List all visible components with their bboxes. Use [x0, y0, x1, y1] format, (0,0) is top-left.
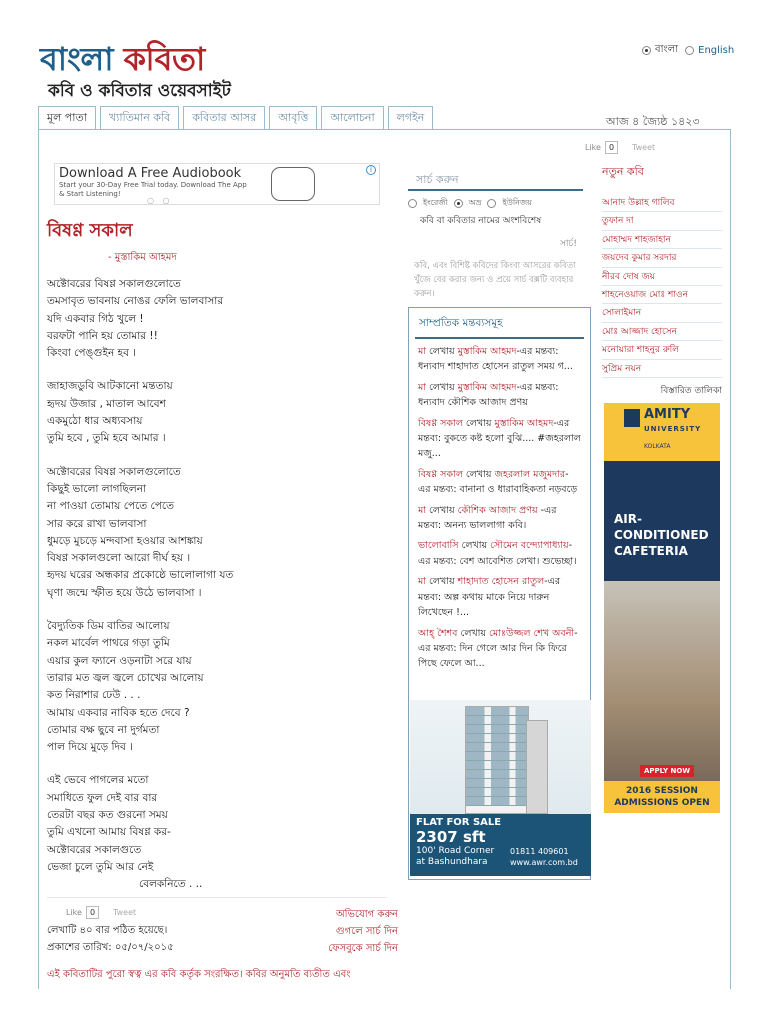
- facebook-search-link[interactable]: ফেসবুকে সার্চ দিন: [328, 943, 398, 954]
- flat-sale-headline: FLAT FOR SALE: [416, 817, 502, 828]
- report-link[interactable]: অভিযোগ করুন: [335, 909, 398, 920]
- comment-poem-link[interactable]: বিষণ্ণ সকাল: [418, 468, 463, 480]
- poem-line: বরফটা পানি হয় তোমার !!: [47, 329, 158, 342]
- site-title: [40, 40, 231, 78]
- comment-poem-link[interactable]: মা: [418, 576, 427, 588]
- tab-discussion[interactable]: আলোচনা: [321, 106, 383, 130]
- comment-connector: লেখায়: [458, 540, 491, 552]
- comment-item: [409, 569, 590, 620]
- poem-line: অক্টোবরের বিষণ্ণ সকালগুলোতে: [47, 278, 181, 290]
- new-poets-more-link[interactable]: বিস্তারিত তালিকা: [660, 385, 722, 396]
- amity-headline: AIR-CONDITIONED CAFETERIA: [614, 512, 709, 558]
- comment-connector: লেখায়: [426, 504, 458, 516]
- poem-body: [47, 276, 377, 910]
- new-poets-heading: নতুন কবি: [602, 165, 644, 178]
- poem-stanza: [47, 772, 377, 893]
- read-count: লেখাটি ৪০ বার পঠিত হয়েছে।: [47, 925, 168, 936]
- poem-line: বিষণ্ণ সকালগুলো আরো দীর্ঘ হয় ।: [47, 552, 191, 565]
- building-image: [465, 706, 529, 814]
- new-poet-link[interactable]: মোহাম্মদ শাহজাহান: [602, 231, 722, 249]
- comment-poem-link[interactable]: বিষণ্ণ সকাল: [418, 417, 463, 429]
- avro-keyboard-label[interactable]: অভ্র: [468, 198, 482, 207]
- ad-pager-dots[interactable]: ○ ○: [147, 196, 173, 205]
- comment-connector: লেখায়: [462, 417, 495, 429]
- comment-text: -এর মন্তব্য: বুকতে কষ্ট হলো বুঝি.... #জহরলাল মজু...: [418, 417, 581, 460]
- tab-famous-poets[interactable]: খ্যাতিমান কবি: [100, 106, 179, 130]
- language-switcher: [642, 42, 734, 59]
- audiobook-ad[interactable]: [54, 163, 380, 205]
- ad-title[interactable]: Download A Free Audiobook: [59, 166, 242, 181]
- search-panel: [408, 163, 591, 301]
- like-count: 0: [86, 906, 99, 919]
- comment-item: [409, 411, 590, 462]
- poem-line: অক্টোবরের সকালগুতে: [47, 843, 142, 856]
- poem-stanza: [47, 618, 377, 756]
- poem-title: বিষণ্ণ সকাল: [47, 220, 133, 241]
- poem-line: নকল মার্বেল পাথরে গড়া তুমি: [47, 637, 170, 650]
- unijoy-keyboard-label[interactable]: ইউনিজয়: [502, 198, 532, 207]
- comment-poem-link[interactable]: মা: [418, 504, 427, 516]
- new-poet-link[interactable]: আনাদ উল্লাহ গালিব: [602, 194, 722, 212]
- poem-line: ঘৃণা জন্মে স্ফীত হয়ে উঠে ভালবাসা ।: [47, 586, 202, 599]
- site-title-part1: বাংলা: [40, 40, 113, 78]
- flat-phone: 01811 409601: [510, 847, 569, 856]
- poem-line: যদি একবার গিঠ খুলে !: [47, 312, 144, 325]
- flat-contact: [510, 846, 578, 868]
- poem-line: বৈদ্যুতিক ডিম বাতির আলোয়: [47, 620, 170, 633]
- search-input[interactable]: সার্চ করুন: [408, 163, 583, 191]
- poem-author[interactable]: - মুস্তাকিম আহমদ: [108, 252, 177, 263]
- comment-user-link[interactable]: কৌশিক আজাদ প্রণয়: [457, 504, 538, 516]
- comment-connector: লেখায়: [426, 576, 458, 588]
- search-description: কবি, এবং বিশিষ্ট কবিদের কিংবা আসরের কবিতা খুঁজে বের করার জন্য ও প্রয়ে সার্চ বক্সটি ব্যবহার করুন।: [414, 261, 576, 299]
- english-keyboard-label[interactable]: ইংরেজী: [423, 198, 448, 207]
- poem-line: হৃদয় উজার , মাতাল আবেশ: [47, 397, 166, 410]
- new-poet-link[interactable]: মোঃ আজ্জাদ হোসেন: [602, 323, 722, 341]
- footer-divider: [47, 897, 387, 898]
- comment-poem-link[interactable]: ভালোবাসি: [418, 540, 459, 552]
- comment-user-link[interactable]: মোঃউজ্জল শেখ অবনী: [489, 627, 575, 639]
- like-label[interactable]: Like: [585, 143, 601, 152]
- comment-poem-link[interactable]: মা: [418, 346, 427, 357]
- flat-sale-ad[interactable]: [410, 700, 591, 876]
- poem-line: এয়ার কুল ফ্যানে ওড়নাটা সরে যায়: [47, 654, 192, 667]
- amity-admissions: ADMISSIONS OPEN: [614, 798, 710, 808]
- poem-line: কত নিরাশার ঢেউ . . .: [47, 689, 141, 702]
- comment-text: -এর মন্তব্য: বেশ আবেশিত লেখা। শুভেচ্ছা।: [418, 540, 577, 567]
- amity-city: KOLKATA: [644, 443, 671, 450]
- poem-line: তুমি হবে , তুমি হবে আমার ।: [47, 432, 166, 445]
- new-poet-link[interactable]: মনোয়ারা শাহনুর রুলি: [602, 341, 722, 359]
- poem-line: ধুমড়ে মুচড়ে মন্দবাসা হওয়ার আশঙ্কায়: [47, 534, 203, 547]
- new-poet-link[interactable]: জয়দেব কুমার সরদার: [602, 249, 722, 267]
- comment-item: [409, 462, 590, 498]
- tweet-button[interactable]: Tweet: [632, 143, 656, 152]
- comments-heading: সাম্প্রতিক মন্তব্যসমূহ: [415, 308, 584, 339]
- amity-university: UNIVERSITY: [644, 425, 702, 433]
- poem-line: তুমি এখনো আমায় বিষণ্ণ কর-: [47, 826, 171, 839]
- poem-stanza: [47, 378, 377, 447]
- keyboard-options: [408, 197, 591, 210]
- comment-user-link[interactable]: মুস্তাকিম আহমদ: [494, 417, 554, 429]
- comment-text: -এর মন্তব্য: অনন্য ভাললাগা কবি।: [418, 504, 557, 532]
- flat-address-1: 100' Road Corner: [416, 846, 495, 856]
- social-bar-bottom: [66, 906, 136, 919]
- comment-connector: লেখায়: [462, 468, 495, 480]
- avro-keyboard-radio[interactable]: [454, 199, 463, 208]
- site-logo[interactable]: [40, 40, 231, 106]
- english-label[interactable]: English: [698, 45, 735, 56]
- publish-date: প্রকাশের তারিখ: ০৫/০৭/২০১৫: [47, 942, 174, 953]
- tab-login[interactable]: লগইন: [388, 106, 434, 130]
- unijoy-keyboard-radio[interactable]: [487, 199, 496, 208]
- search-hint: কবি বা কবিতার নামের অংশবিশেষ: [420, 216, 542, 226]
- comment-user-link[interactable]: সৌমেন বন্দ্যোপাধ্যায়: [490, 540, 569, 552]
- new-poet-link[interactable]: সুপ্রিম নয়ন: [602, 360, 722, 378]
- poem-line: কিংবা পেঙ্গুইন হব ।: [47, 347, 137, 360]
- comment-item: [409, 375, 590, 411]
- tab-recitation[interactable]: আবৃত্তি: [269, 106, 317, 130]
- amity-logo-icon: [624, 409, 640, 427]
- poem-line: বেলকনিতে . ..: [139, 878, 203, 891]
- new-poet-link[interactable]: তুফান দা: [602, 212, 722, 230]
- amity-session: 2016 SESSION: [626, 786, 698, 796]
- comment-item: [409, 533, 590, 569]
- amity-ad[interactable]: [604, 403, 720, 813]
- comment-connector: লেখায়: [426, 346, 458, 357]
- new-poet-link[interactable]: শাহনেওয়াজ মোঃ শাওন: [602, 286, 722, 304]
- comment-item: [409, 621, 590, 672]
- ad-cta-button[interactable]: [271, 167, 315, 201]
- english-keyboard-radio[interactable]: [408, 199, 417, 208]
- site-tagline: কবি ও কবিতার ওয়েবসাইট: [48, 81, 231, 101]
- bangla-label[interactable]: বাংলা: [655, 44, 679, 55]
- poem-line: কিছুই ভালো লাগছিলনা: [47, 482, 147, 495]
- search-button[interactable]: সার্চ!: [559, 239, 577, 249]
- site-title-part2: কবিতা: [123, 40, 205, 78]
- poem-stanza: [47, 276, 377, 362]
- poem-line: সমাধিতে ফুল দেই বার বার: [47, 791, 158, 804]
- social-bar-top: [585, 141, 655, 154]
- main-nav: [38, 106, 437, 130]
- poem-actions: [328, 906, 398, 957]
- poem-line: একমুঠো ধার অধ্যবসায়: [47, 415, 143, 428]
- comment-connector: লেখায়: [426, 381, 458, 393]
- poem-line: জাহাজডুবি আটকানো মন্ততায়: [47, 380, 173, 393]
- poem-stanza: [47, 464, 377, 602]
- poem-line: তারার মত জ্বল জ্বলে চোখের আলোয়: [47, 671, 204, 684]
- comment-text: -এর মন্তব্য: বানানা ও ধারাবাহিকতা নড়বড়ে: [418, 468, 578, 496]
- comment-poem-link[interactable]: মা: [418, 381, 427, 393]
- new-poets-panel: [602, 163, 722, 398]
- new-poet-link[interactable]: সোলাইমান: [602, 304, 722, 322]
- tab-poetry-forum[interactable]: কবিতার আসর: [183, 106, 265, 130]
- comment-poem-link[interactable]: আহ্ শৈশব: [418, 627, 458, 639]
- new-poet-link[interactable]: নীরব দোষ জয়: [602, 268, 722, 286]
- poem-line: অক্টোবরের বিষণ্ণ সকালগুলোতে: [47, 465, 181, 478]
- comment-text: -এর মন্তব্য: ধন্যবাদ কৌশিক আজাদ প্রণয়: [418, 381, 559, 409]
- bangla-radio[interactable]: [642, 46, 651, 55]
- poem-line: তোমার বক্ষ ছুবে না দুর্গমতা: [47, 723, 160, 736]
- poem-line: সার করে রাখা ভালবাসা: [47, 517, 147, 530]
- comment-item: [409, 498, 590, 534]
- poem-line: পাল দিয়ে মুড়ে দিব ।: [47, 741, 133, 754]
- comment-text: -এর মন্তব্য: দিন গেলে আর দিন কি ফিরে পিছে ফেলে আ...: [418, 627, 578, 670]
- poem-line: আমায় একবার নাবিক হতে দেবে ?: [47, 706, 190, 719]
- building-side: [526, 720, 548, 814]
- comment-item: [409, 339, 590, 375]
- tweet-button[interactable]: Tweet: [113, 908, 137, 917]
- current-date: আজ ৪ জ্যৈষ্ঠ ১৪২৩: [606, 115, 700, 128]
- flat-sale-banner: [410, 814, 591, 876]
- cafeteria-photo: [604, 581, 720, 781]
- amity-name: [644, 409, 701, 435]
- poem-line: তেরটা বছর কত গুরনো সময়: [47, 809, 168, 822]
- ad-text: Start your 30-Day Free Trial today. Download The App & Start Listening!: [59, 181, 247, 198]
- google-search-link[interactable]: গুগলে সার্চ দিন: [335, 926, 398, 937]
- like-count: 0: [605, 141, 618, 154]
- poem-line: ভেজা চুলে তুমি আর নেই: [47, 860, 154, 873]
- amity-brand: AMITY: [644, 407, 691, 422]
- tab-home[interactable]: মূল পাতা: [38, 106, 96, 130]
- comment-user-link[interactable]: জহরলাল মজুমদার: [494, 468, 566, 480]
- amity-apply-button[interactable]: APPLY NOW: [640, 765, 694, 777]
- ad-info-icon[interactable]: i: [366, 165, 376, 175]
- english-radio[interactable]: [685, 46, 694, 55]
- poem-line: এই ভেবে পাগলের মতো: [47, 774, 149, 787]
- comment-user-link[interactable]: মুস্তাকিম আহমদ: [457, 346, 517, 357]
- comment-text: -এর মন্তব্য: ধন্যবাদ শাহাদাত হোসেন রাতুল সময় গ...: [418, 346, 573, 373]
- comment-user-link[interactable]: শাহাদাত হোসেন রাতুল: [457, 576, 545, 588]
- comment-user-link[interactable]: মুস্তাকিম আহমদ: [457, 381, 517, 393]
- poem-line: না পাওয়া তোমায় পেতে পেতে: [47, 500, 175, 513]
- amity-session-banner: [604, 781, 720, 813]
- comment-connector: লেখায়: [457, 627, 490, 639]
- flat-address-2: at Bashundhara: [416, 857, 488, 867]
- like-label[interactable]: Like: [66, 908, 82, 917]
- copyright-notice: এই কবিতাটির পুরো স্বত্ব এর কবি কর্তৃক সংরক্ষিত। কবির অনুমতি ব্যতীত এবং: [47, 969, 351, 980]
- amity-header: [604, 403, 720, 461]
- flat-size: 2307 sft: [416, 828, 486, 846]
- flat-url: www.awr.com.bd: [510, 858, 578, 867]
- comment-text: -এর মন্তব্য: অল্প কথায় মাকে নিয়ে দারুন লিখেছেন !...: [418, 576, 561, 619]
- poem-line: তমসাবৃত ভাবনায় নোঙর ফেলি ভালবাসার: [47, 295, 224, 308]
- poem-line: হৃদয় ঘরের অন্ধকার প্রকোষ্ঠে ভালোলাগা যত: [47, 569, 234, 582]
